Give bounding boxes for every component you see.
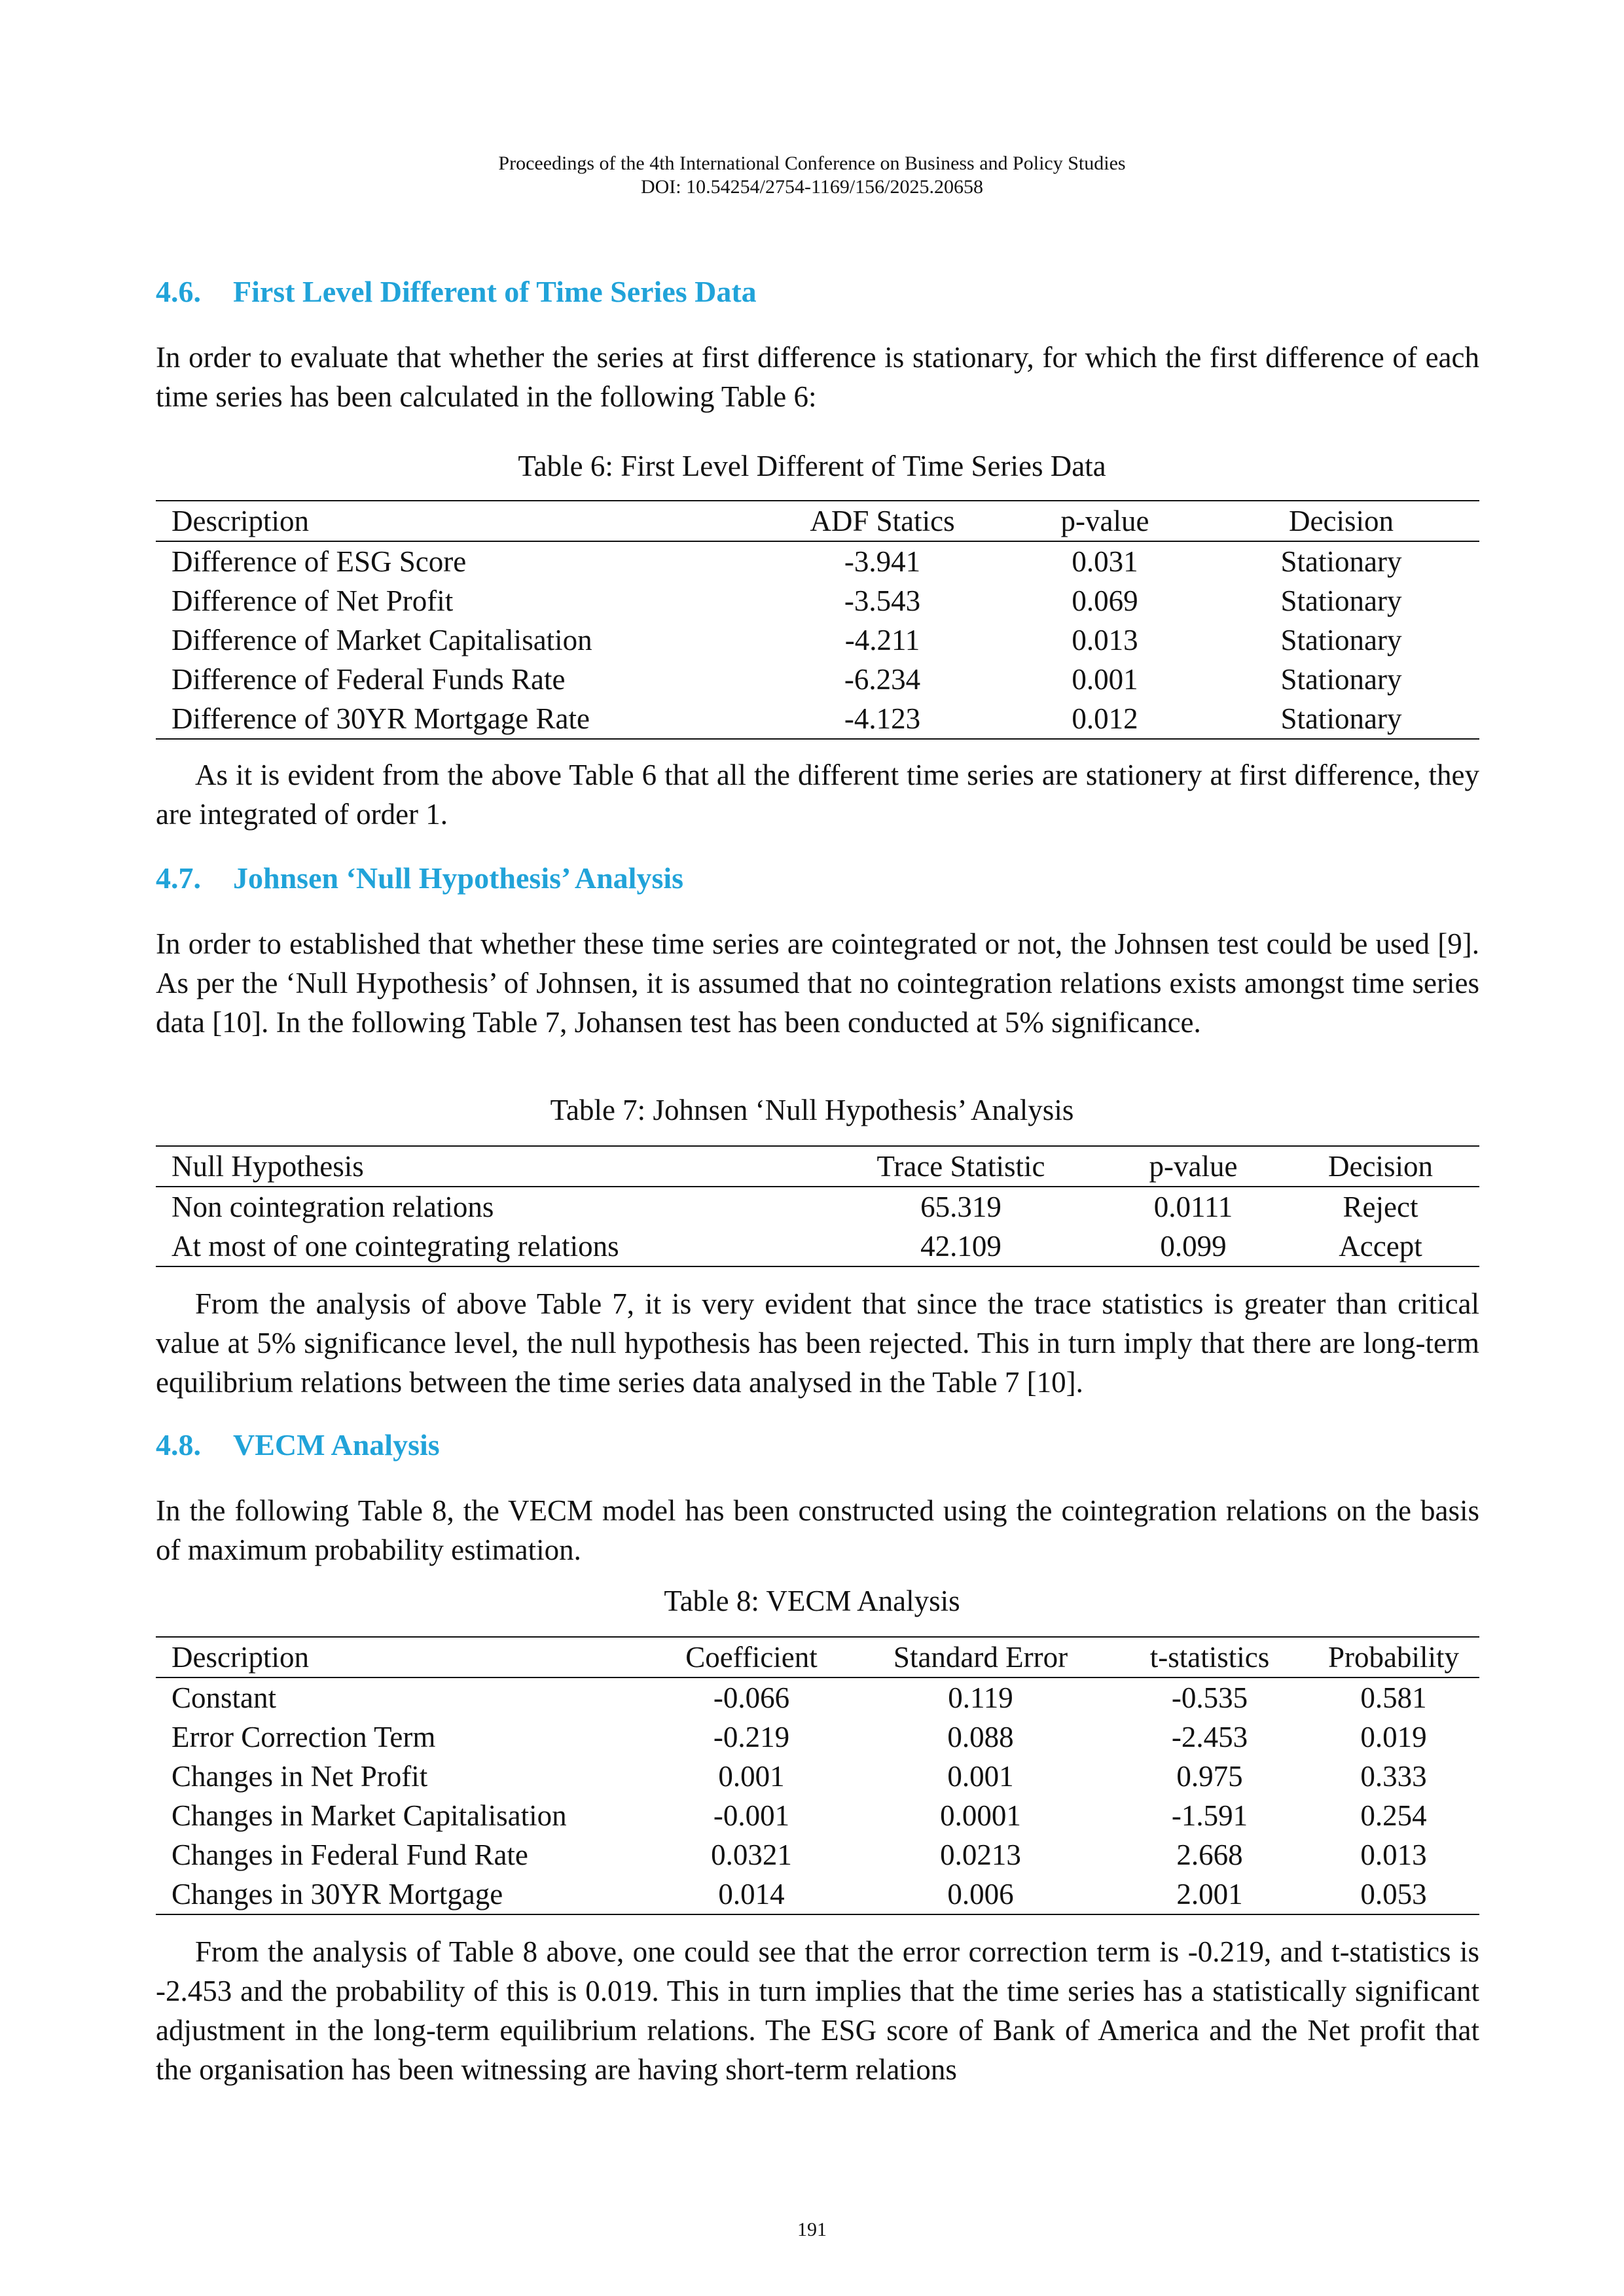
doi: DOI: 10.54254/2754-1169/156/2025.20658	[640, 176, 984, 198]
table-cell: Difference of Federal Funds Rate	[171, 663, 566, 696]
column-header: p-value	[1149, 1150, 1238, 1183]
table-cell: 0.001	[1072, 663, 1138, 696]
table-cell: Changes in Net Profit	[171, 1760, 428, 1793]
table-cell: Difference of Net Profit	[171, 584, 454, 617]
table-row	[156, 1227, 1479, 1266]
table-header-row	[156, 1637, 1479, 1677]
table-cell: Error Correction Term	[171, 1721, 436, 1753]
table-caption: Table 7: Johnsen ‘Null Hypothesis’ Analysis	[550, 1094, 1074, 1126]
table-row	[156, 541, 1479, 581]
table-cell: 0.099	[1160, 1230, 1227, 1263]
table-cell: -0.066	[713, 1681, 790, 1714]
table-cell: 0.053	[1360, 1878, 1427, 1910]
table-cell: 0.119	[948, 1681, 1013, 1714]
table-cell: -2.453	[1171, 1721, 1248, 1753]
column-header: Decision	[1328, 1150, 1433, 1183]
table-cell: -6.234	[844, 663, 921, 696]
paragraph: As it is evident from the above Table 6 that all the different time series are stationery at first difference, they are integrated of order 1.	[156, 759, 1479, 831]
table-row	[156, 1677, 1479, 1717]
table-row	[156, 1757, 1479, 1796]
table-cell: Accept	[1339, 1230, 1422, 1263]
table-row	[156, 1796, 1479, 1835]
table-cell: Difference of Market Capitalisation	[171, 624, 592, 656]
column-header: ADF Statics	[810, 505, 955, 537]
table-cell: 42.109	[920, 1230, 1001, 1263]
table-cell: Stationary	[1280, 702, 1402, 735]
table-cell: Stationary	[1280, 624, 1402, 656]
table-cell: -4.211	[844, 624, 920, 656]
table-cell: Non cointegration relations	[171, 1191, 494, 1223]
table-cell: 0.001	[947, 1760, 1014, 1793]
table-cell: -4.123	[844, 702, 921, 735]
table-cell: -0.001	[713, 1799, 790, 1832]
column-header: p-value	[1060, 505, 1149, 537]
table-cell: Difference of ESG Score	[171, 545, 467, 578]
table-cell: 2.001	[1176, 1878, 1243, 1910]
table-cell: 65.319	[920, 1191, 1001, 1223]
conference-title: Proceedings of the 4th International Conference on Business and Policy Studies	[498, 152, 1126, 174]
table-row	[156, 1187, 1479, 1227]
table-cell: 0.581	[1360, 1681, 1427, 1714]
table-cell: -0.219	[713, 1721, 790, 1753]
column-header: Description	[171, 1641, 309, 1674]
page-number: 191	[797, 2219, 827, 2240]
table-cell: 0.013	[1360, 1839, 1427, 1871]
table-cell: Changes in Federal Fund Rate	[171, 1839, 528, 1871]
table-7	[156, 1145, 1479, 1267]
table-cell: At most of one cointegrating relations	[171, 1230, 619, 1263]
table-cell: Constant	[171, 1681, 277, 1714]
table-cell: 0.031	[1072, 545, 1138, 578]
table-6	[156, 500, 1479, 740]
column-header: Trace Statistic	[876, 1150, 1045, 1183]
table-cell: 0.0111	[1153, 1191, 1233, 1223]
section-number: 4.7.	[156, 861, 201, 895]
column-header: Description	[171, 505, 309, 537]
table-cell: 0.001	[718, 1760, 785, 1793]
table-row	[156, 620, 1479, 660]
table-row	[156, 699, 1479, 739]
table-cell: 0.069	[1072, 584, 1138, 617]
paragraph: In order to established that whether these time series are cointegrated or not, the Johnsen test could be used [9]. As per the ‘Null Hypothesis’ of Johnsen, it is assumed that no cointegration relations exists amongst time series data [10]. In the following Table 7, Johansen test has been conducted at 5% significance.	[156, 927, 1479, 1039]
table-cell: 0.0213	[940, 1839, 1021, 1871]
table-header-row	[156, 1146, 1479, 1187]
section-title: VECM Analysis	[233, 1428, 440, 1462]
table-row	[156, 660, 1479, 699]
section-title: Johnsen ‘Null Hypothesis’ Analysis	[233, 861, 684, 895]
table-cell: 0.006	[947, 1878, 1014, 1910]
table-cell: Stationary	[1280, 584, 1402, 617]
section-heading-4-8	[156, 1427, 440, 1463]
table-cell: 2.668	[1176, 1839, 1243, 1871]
column-header: Null Hypothesis	[171, 1150, 364, 1183]
table-cell: -3.543	[844, 584, 921, 617]
column-header: Probability	[1328, 1641, 1459, 1674]
table-cell: 0.014	[718, 1878, 785, 1910]
table-row	[156, 1717, 1479, 1757]
table-caption: Table 6: First Level Different of Time Series Data	[518, 450, 1106, 482]
table-row	[156, 1874, 1479, 1914]
section-title: First Level Different of Time Series Data	[233, 275, 757, 308]
column-header: Coefficient	[685, 1641, 818, 1674]
section-heading-4-6	[156, 274, 757, 310]
section-number: 4.8.	[156, 1428, 201, 1462]
paragraph: In the following Table 8, the VECM model has been constructed using the cointegration relations on the basis of maximum probability estimation.	[156, 1494, 1479, 1566]
table-row	[156, 581, 1479, 620]
table-cell: -1.591	[1171, 1799, 1248, 1832]
table-cell: 0.0001	[940, 1799, 1021, 1832]
table-cell: 0.013	[1072, 624, 1138, 656]
paragraph: From the analysis of above Table 7, it is very evident that since the trace statistics is greater than critical value at 5% significance level, the null hypothesis has been rejected. This in turn imply that there are long-term equilibrium relations between the time series data analysed in the Table 7 [10].	[156, 1287, 1479, 1399]
table-cell: 0.333	[1360, 1760, 1427, 1793]
table-cell: 0.019	[1360, 1721, 1427, 1753]
table-cell: -3.941	[844, 545, 921, 578]
paragraph: From the analysis of Table 8 above, one could see that the error correction term is -0.219, and t-statistics is -2.453 and the probability of this is 0.019. This in turn implies that the time series has a statistically significant adjustment in the long-term equilibrium relations. The ESG score of Bank of America and the Net profit that the organisation has been witnessing are having short-term relations	[156, 1935, 1479, 2086]
table-caption: Table 8: VECM Analysis	[664, 1585, 960, 1617]
table-cell: -0.535	[1171, 1681, 1248, 1714]
column-header: Standard Error	[893, 1641, 1068, 1674]
table-cell: 0.012	[1072, 702, 1138, 735]
table-cell: Reject	[1343, 1191, 1418, 1223]
table-header-row	[156, 501, 1479, 541]
table-cell: Changes in Market Capitalisation	[171, 1799, 567, 1832]
table-cell: 0.975	[1176, 1760, 1243, 1793]
table-8	[156, 1636, 1479, 1915]
table-cell: 0.088	[947, 1721, 1014, 1753]
section-heading-4-7	[156, 860, 683, 897]
running-header	[0, 152, 1624, 199]
paragraph: In order to evaluate that whether the series at first difference is stationary, for which the first difference of each time series has been calculated in the following Table 6:	[156, 341, 1479, 413]
table-cell: Stationary	[1280, 545, 1402, 578]
table-row	[156, 1835, 1479, 1874]
table-cell: Changes in 30YR Mortgage	[171, 1878, 503, 1910]
table-cell: Difference of 30YR Mortgage Rate	[171, 702, 590, 735]
section-number: 4.6.	[156, 275, 201, 308]
column-header: Decision	[1289, 505, 1394, 537]
table-cell: 0.254	[1360, 1799, 1427, 1832]
table-cell: 0.0321	[711, 1839, 792, 1871]
table-cell: Stationary	[1280, 663, 1402, 696]
column-header: t-statistics	[1149, 1641, 1270, 1674]
